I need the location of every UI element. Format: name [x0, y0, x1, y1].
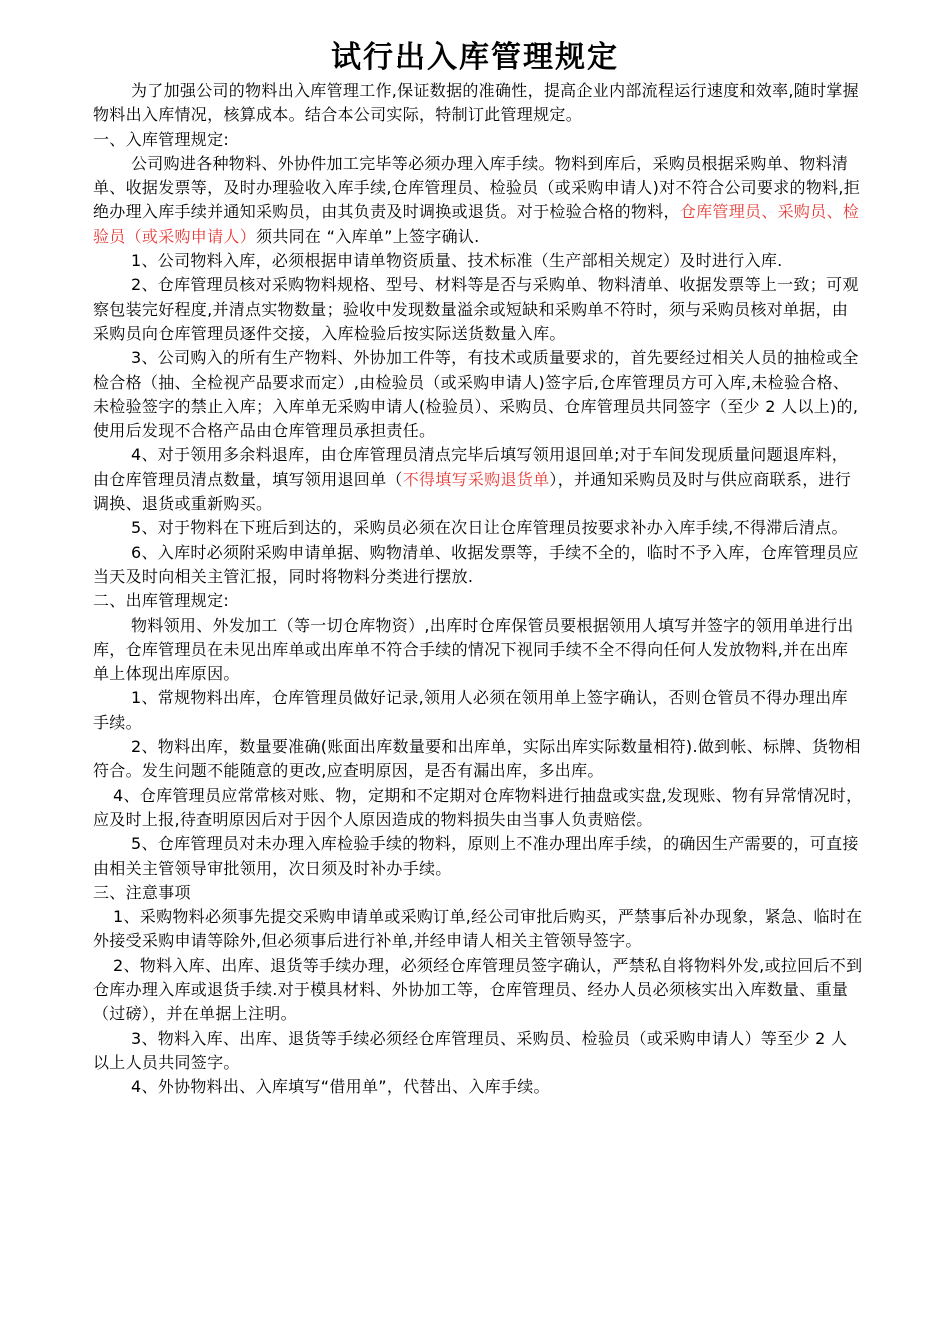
section-1-lead-text: 公司购进各种物料、外协件加工完毕等必须办理入库手续。物料到库后，采购员根据采购单、物料清单、收据发票等，及时办理验收入库手续,仓库管理员、检验员（或采购申请人)对不符合公司要求的物料,拒绝办理入库手续并通知采购员，由其负责及时调换或退货。对于检验合格的物料， [93, 153, 861, 222]
section-1-item-2: 2、仓库管理员核对采购物料规格、型号、材料等是否与采购单、物料清单、收据发票等上一致；可观察包装完好程度,并清点实物数量；验收中发现数量溢余或短缺和采购单不符时，须与采购员核对单据，由采购员向仓库管理员逐件交接，入库检验后按实际送货数量入库。 [93, 275, 859, 343]
section-2-lead: 物料领用、外发加工（等一切仓库物资）,出库时仓库保管员要根据领用人填写并签字的领用单进行出库，仓库管理员在未见出库单或出库单不符合手续的情况下视同手续不全不得向任何人发放物料,并在出库单上体现出库原因。 [93, 615, 854, 684]
section-3-item-4: 4、外协物料出、入库填写“借用单”，代替出、入库手续。 [131, 1077, 550, 1097]
section-3-item-3: 3、物料入库、出库、退货等手续必须经仓库管理员、采购员、检验员（或采购申请人）等至少 2 人以上人员共同签字。 [93, 1028, 848, 1072]
section-1-item-6: 6、入库时必须附采购申请单据、购物清单、收据发票等，手续不全的，临时不予入库，仓库管理员应当天及时向相关主管汇报，同时将物料分类进行摆放. [93, 542, 859, 586]
section-3-item-1: 1、采购物料必须事先提交采购申请单或采购订单,经公司审批后购买，严禁事后补办现象，紧急、临时在外接受采购申请等除外,但必须事后进行补单,并经申请人相关主管领导签字。 [93, 907, 863, 951]
section-3-heading: 三、注意事项 [93, 882, 191, 902]
section-1-lead-tail: 须共同在 “入库单”上签字确认. [256, 226, 480, 246]
section-1-item-4-text: 4、对于领用多余料退库，由仓库管理员清点完毕后填写领用退回单;对于车间发现质量问题退库料，由仓库管理员清点数量，填写领用退回单（ [93, 445, 849, 489]
document-title: 试行出入库管理规定 [331, 40, 619, 75]
section-3-item-2: 2、物料入库、出库、退货等手续办理，必须经仓库管理员签字确认，严禁私自将物料外发,或拉回后不到仓库办理入库或退货手续.对于模具材料、外协加工等，仓库管理员、经办人员必须核实出入库数量、重量（过磅），并在单据上注明。 [93, 955, 863, 1024]
section-1-lead-highlight: 仓库管理员、采购员、检验员（或采购申请人） [93, 202, 860, 246]
section-1-item-4-highlight: 不得填写采购退货单 [402, 469, 550, 489]
section-1-lead [93, 152, 863, 249]
section-1-heading: 一、入库管理规定: [93, 129, 230, 149]
section-2-heading: 二、出库管理规定: [93, 591, 230, 611]
section-1-item-1: 1、公司物料入库，必须根据申请单物资质量、技术标准（生产部相关规定）及时进行入库. [131, 251, 783, 271]
section-1-item-4-tail: ），并通知采购员及时与供应商联系，进行调换、退货或重新购买。 [93, 469, 852, 514]
section-1-item-5: 5、对于物料在下班后到达的，采购员必须在次日让仓库管理员按要求补办入库手续,不得滞后清点。 [131, 518, 848, 538]
section-2-item-4: 4、仓库管理员应常常核对账、物，定期和不定期对仓库物料进行抽盘或实盘,发现账、物有异常情况时，应及时上报,待查明原因后对于因个人原因造成的物料损失由当事人负责赔偿。 [93, 785, 863, 829]
section-2-item-5: 5、仓库管理员对未办理入库检验手续的物料，原则上不准办理出库手续，的确因生产需要的，可直接由相关主管领导审批领用，次日须及时补办手续。 [93, 834, 859, 878]
section-2-item-1: 1、常规物料出库，仓库管理员做好记录,领用人必须在领用单上签字确认，否则仓管员不得办理出库手续。 [93, 688, 848, 732]
section-1-item-3: 3、公司购入的所有生产物料、外协加工件等，有技术或质量要求的，首先要经过相关人员的抽检或全检合格（抽、全检视产品要求而定）,由检验员（或采购申请人)签字后,仓库管理员方可入库,未检验合格、未检验签字的禁止入库；入库单无采购申请人(检验员）、采购员、仓库管理员共同签字（至少 2 人以上)的,使用后发现不合格产品由仓库管理员承担责任。 [93, 348, 859, 441]
section-1-item-4 [93, 443, 863, 516]
intro-paragraph: 为了加强公司的物料出入库管理工作,保证数据的准确性，提高企业内部流程运行速度和效率,随时掌握物料出入库情况，核算成本。结合本公司实际，特制订此管理规定。 [93, 81, 859, 125]
section-2-item-2: 2、物料出库，数量要准确(账面出库数量要和出库单，实际出库实际数量相符).做到帐、标牌、货物相符合。发生问题不能随意的更改,应查明原因，是否有漏出库，多出库。 [93, 737, 861, 781]
document-body [93, 79, 863, 1099]
